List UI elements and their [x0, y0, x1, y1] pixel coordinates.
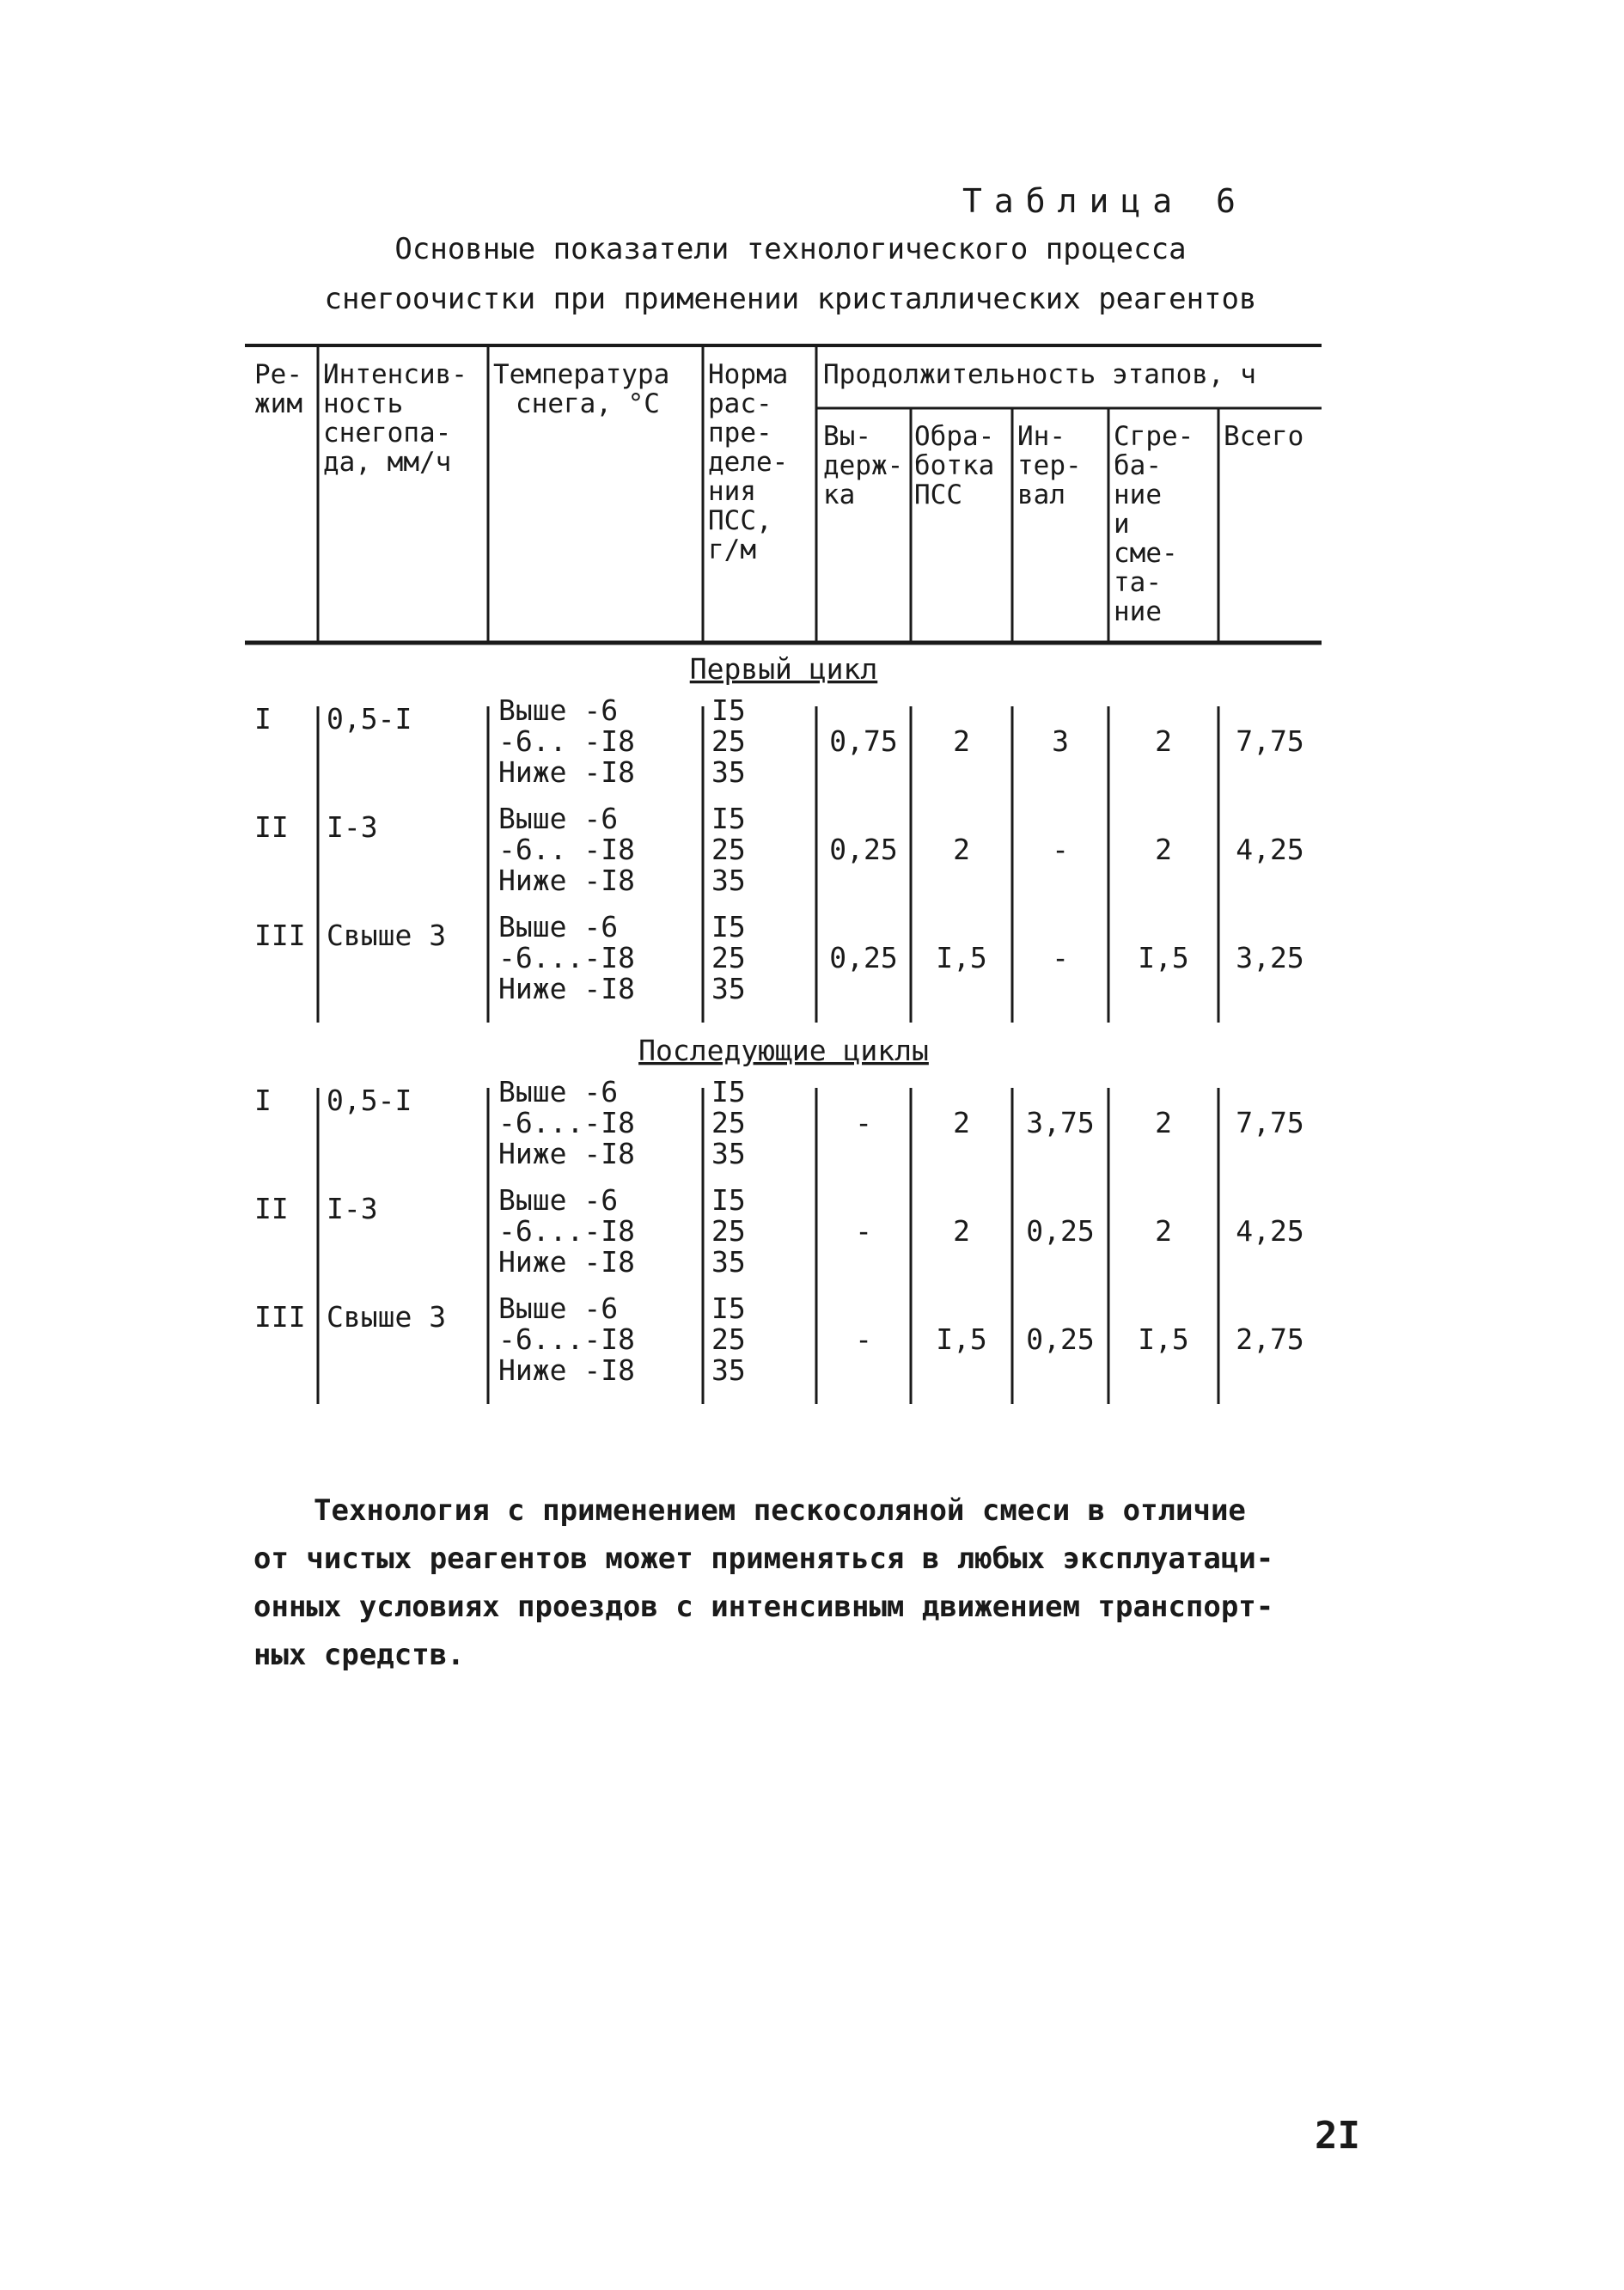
row-treat: 2	[953, 833, 970, 866]
page-number: 2I	[1315, 2114, 1360, 2158]
row-norm: 25	[711, 833, 746, 866]
header-intensity: Интенсив-	[323, 359, 467, 390]
table-caption-line-1: Основные показатели технологического процесса	[394, 232, 1187, 266]
row-interval: 3,75	[1026, 1106, 1095, 1139]
row-norm: 25	[711, 1106, 746, 1139]
header-subcolumn: Сгре-	[1114, 421, 1194, 452]
header-temperature: Температура	[493, 359, 670, 390]
row-norm: 25	[711, 1214, 746, 1248]
row-hold: 0,75	[829, 724, 898, 758]
row-temperature: Ниже -I8	[498, 1353, 635, 1387]
row-mode: II	[254, 1192, 289, 1225]
row-norm: 35	[711, 972, 746, 1005]
header-subcolumn: и	[1114, 509, 1130, 540]
row-temperature: Выше -6	[498, 1292, 619, 1325]
header-intensity: снегопа-	[323, 418, 452, 449]
row-temperature: Выше -6	[498, 1075, 619, 1108]
row-interval: 0,25	[1026, 1214, 1095, 1248]
header-mode: жим	[254, 388, 302, 419]
row-treat: 2	[953, 724, 970, 758]
body-paragraph	[253, 1487, 1371, 1679]
header-mode: Ре-	[254, 359, 302, 390]
row-total: 7,75	[1236, 1106, 1304, 1139]
row-intensity: I-3	[327, 1192, 378, 1225]
row-temperature: -6...-I8	[498, 1214, 635, 1248]
table-caption-line-2: снегоочистки при применении кристаллических реагентов	[324, 282, 1257, 316]
row-treat: I,5	[936, 1322, 987, 1356]
row-plow: 2	[1155, 833, 1172, 866]
row-norm: 25	[711, 1322, 746, 1356]
section-title: Первый цикл	[689, 652, 878, 686]
row-hold: 0,25	[829, 941, 898, 974]
header-subcolumn: Обра-	[914, 421, 995, 452]
row-norm: 35	[711, 755, 746, 789]
row-norm: 35	[711, 1137, 746, 1170]
row-temperature: -6.. -I8	[498, 833, 635, 866]
row-intensity: 0,5-I	[327, 702, 412, 736]
row-mode: I	[254, 1084, 272, 1117]
row-temperature: -6...-I8	[498, 941, 635, 974]
header-subcolumn: сме-	[1114, 538, 1178, 569]
header-subcolumn: тер-	[1017, 450, 1082, 481]
row-plow: I,5	[1138, 941, 1189, 974]
header-subcolumn: Всего	[1224, 421, 1304, 452]
row-plow: 2	[1155, 1106, 1172, 1139]
row-temperature: -6...-I8	[498, 1106, 635, 1139]
paragraph-line: ных средств.	[253, 1638, 465, 1672]
row-temperature: Ниже -I8	[498, 755, 635, 789]
row-norm: 35	[711, 1353, 746, 1387]
row-norm: I5	[711, 802, 746, 835]
header-subcolumn: держ-	[823, 450, 904, 481]
paragraph-line: онных условиях проездов с интенсивным движением транспорт-	[253, 1590, 1274, 1624]
row-intensity: Свыше 3	[327, 1300, 447, 1334]
header-subcolumn: ние	[1114, 479, 1162, 510]
row-hold: -	[855, 1322, 872, 1356]
row-temperature: Ниже -I8	[498, 1137, 635, 1170]
row-temperature: Выше -6	[498, 693, 619, 727]
header-subcolumn: та-	[1114, 567, 1162, 598]
row-mode: II	[254, 810, 289, 844]
row-mode: III	[254, 919, 306, 952]
row-norm: I5	[711, 1292, 746, 1325]
header-duration: Продолжительность этапов, ч	[823, 359, 1256, 390]
row-norm: 35	[711, 864, 746, 897]
row-interval: 0,25	[1026, 1322, 1095, 1356]
row-norm: 25	[711, 941, 746, 974]
row-intensity: 0,5-I	[327, 1084, 412, 1117]
header-norm: г/м	[708, 534, 756, 565]
header-subcolumn: ние	[1114, 596, 1162, 627]
header-norm: деле-	[708, 447, 789, 478]
row-plow: 2	[1155, 724, 1172, 758]
row-treat: 2	[953, 1106, 970, 1139]
row-norm: I5	[711, 1075, 746, 1108]
row-temperature: Ниже -I8	[498, 864, 635, 897]
section-title: Последующие циклы	[638, 1034, 929, 1067]
row-treat: I,5	[936, 941, 987, 974]
header-subcolumn: ПСС	[914, 479, 962, 510]
header-subcolumn: ба-	[1114, 450, 1162, 481]
header-subcolumn: Ин-	[1017, 421, 1065, 452]
header-subcolumn: ботка	[914, 450, 995, 481]
header-norm: Норма	[708, 359, 789, 390]
row-temperature: -6.. -I8	[498, 724, 635, 758]
header-norm: рас-	[708, 388, 772, 419]
row-interval: -	[1052, 833, 1069, 866]
row-interval: -	[1052, 941, 1069, 974]
header-subcolumn: вал	[1017, 479, 1065, 510]
row-temperature: Ниже -I8	[498, 1245, 635, 1279]
header-intensity: да, мм/ч	[323, 447, 452, 478]
row-plow: 2	[1155, 1214, 1172, 1248]
row-interval: 3	[1052, 724, 1069, 758]
row-intensity: Свыше 3	[327, 919, 447, 952]
row-total: 3,25	[1236, 941, 1304, 974]
row-temperature: Ниже -I8	[498, 972, 635, 1005]
row-norm: I5	[711, 1183, 746, 1217]
header-subcolumn: ка	[823, 479, 856, 510]
row-norm: I5	[711, 910, 746, 943]
row-total: 7,75	[1236, 724, 1304, 758]
row-norm: 35	[711, 1245, 746, 1279]
row-temperature: Выше -6	[498, 1183, 619, 1217]
row-temperature: Выше -6	[498, 802, 619, 835]
header-intensity: ность	[323, 388, 404, 419]
row-hold: 0,25	[829, 833, 898, 866]
row-norm: I5	[711, 693, 746, 727]
header-subcolumn: Вы-	[823, 421, 871, 452]
row-hold: -	[855, 1106, 872, 1139]
row-total: 4,25	[1236, 1214, 1304, 1248]
table-label: Таблица 6	[962, 182, 1248, 220]
row-hold: -	[855, 1214, 872, 1248]
row-plow: I,5	[1138, 1322, 1189, 1356]
row-temperature: -6...-I8	[498, 1322, 635, 1356]
paragraph-line: от чистых реагентов может применяться в любых эксплуатаци-	[253, 1542, 1274, 1576]
row-intensity: I-3	[327, 810, 378, 844]
row-temperature: Выше -6	[498, 910, 619, 943]
header-norm: пре-	[708, 418, 772, 449]
header-norm: ПСС,	[708, 505, 772, 536]
row-mode: I	[254, 702, 272, 736]
row-mode: III	[254, 1300, 306, 1334]
row-norm: 25	[711, 724, 746, 758]
paragraph-line: Технология с применением пескосоляной смеси в отличие	[314, 1493, 1246, 1528]
header-temperature: снега, °С	[516, 388, 660, 419]
row-total: 2,75	[1236, 1322, 1304, 1356]
row-total: 4,25	[1236, 833, 1304, 866]
header-norm: ния	[708, 476, 756, 507]
row-treat: 2	[953, 1214, 970, 1248]
